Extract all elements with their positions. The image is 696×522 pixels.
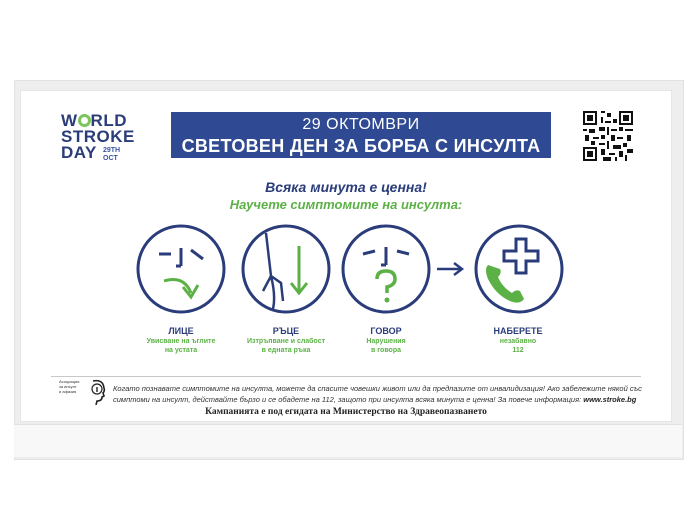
logo-date: 29TH OCT (103, 147, 121, 162)
symptom-desc-speech: Нарушения в говора (366, 338, 406, 354)
stroke-bg-link[interactable]: www.stroke.bg (583, 395, 637, 404)
logo-ring-icon (78, 114, 91, 127)
speech-problem-icon (341, 221, 431, 317)
symptom-desc-call: незабавно 112 (499, 338, 537, 354)
arrow-right-icon (435, 261, 465, 277)
symptom-desc-arms: Изтръпване и слабост в едната ръка (246, 338, 326, 354)
symptom-desc-face: Увисване на ъглите на устата (146, 338, 216, 354)
phone-call-icon (474, 221, 564, 317)
banner-date: 29 ОКТОМВРИ (302, 116, 420, 133)
symptom-title-face: ЛИЦЕ (168, 326, 194, 336)
subtitle: Всяка минута е ценна! (265, 179, 427, 195)
subtitle-symptoms: Научете симптомите на инсулта: (229, 197, 463, 212)
qr-code-icon (583, 111, 633, 161)
face-droop-icon (136, 221, 226, 317)
frame-bottom-band (14, 424, 682, 457)
footer-info-text: Когато познавате симптомите на инсулта, можете да спасите човешки живот или да предпазите от инвалидизация! Ако забележите някой със симптоми на инсулт, действайте бързо и се обадете на 112, защото при инсулта всяка минута е ценна! За повече информация: www.stroke.bg (113, 384, 642, 404)
symptom-title-speech: ГОВОР (370, 326, 402, 336)
title-banner (171, 112, 551, 158)
association-logo: Асоциация за инсулт и афазия (59, 379, 107, 409)
head-profile-icon (87, 379, 107, 405)
symptom-title-arms: РЪЦЕ (272, 326, 300, 336)
stroke-day-poster (20, 90, 672, 422)
arm-weakness-icon (241, 221, 331, 317)
campaign-note: Кампанията е под егидата на Министерство на Здравеопазването (205, 407, 487, 417)
banner-title: СВЕТОВЕН ДЕН ЗА БОРБА С ИНСУЛТА (181, 136, 541, 156)
footer-divider (51, 376, 641, 377)
symptom-title-call: НАБЕРЕТЕ (493, 326, 543, 336)
world-stroke-day-logo: W RLD STROKE DAY 29TH OCT (61, 111, 135, 162)
